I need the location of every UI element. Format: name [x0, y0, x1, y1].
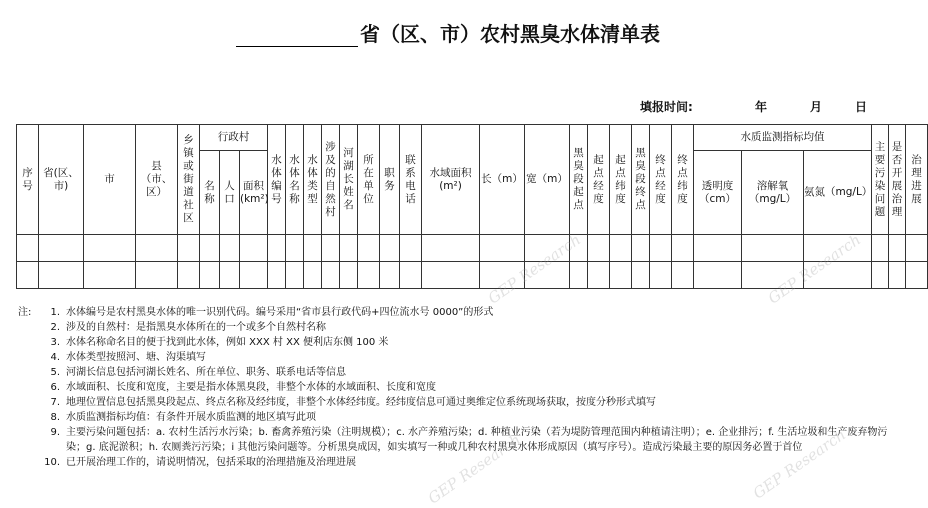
notes-section [18, 305, 888, 470]
th-black-end: 黑臭段终点 [632, 125, 650, 235]
th-water-area: 水域面积(m²) [422, 125, 480, 235]
th-end-lng: 终点经度 [650, 125, 672, 235]
th-black-start: 黑臭段起点 [570, 125, 588, 235]
th-ammonia: 氨氮（mg/L） [804, 151, 872, 235]
th-start-lat: 起点纬度 [610, 125, 632, 235]
note-item: 10. 已开展治理工作的，请说明情况，包括采取的治理措施及治理进展 [44, 457, 356, 468]
date-month: 月 [810, 100, 823, 114]
th-water-type: 水体类型 [304, 125, 322, 235]
th-village-population: 人口 [220, 151, 240, 235]
th-water-name: 水体名称 [286, 125, 304, 235]
th-unit: 所在单位 [358, 125, 380, 235]
table-row [17, 235, 928, 262]
th-village-area: 面积(km²) [240, 151, 268, 235]
note-item: 2. 涉及的自然村：是指黑臭水体所在的一个或多个自然村名称 [50, 322, 326, 333]
note-item: 3. 水体名称命名目的便于找到此水体，例如 XXX 村 XX 便利店东侧 100 米 [50, 337, 389, 348]
th-monitoring: 水质监测指标均值 [694, 125, 872, 151]
th-main-pollution: 主要污染问题 [872, 125, 889, 235]
th-city: 市 [84, 125, 136, 235]
th-length: 长（m） [480, 125, 525, 235]
watermark: GEP Research [764, 230, 865, 308]
note-item: 4. 水体类型按照河、塘、沟渠填写 [50, 352, 206, 363]
date-year: 年 [755, 100, 768, 114]
note-item: 注: 1. 水体编号是农村黑臭水体的唯一识别代码。编号采用“省市县行政代码+四位流水号 0000”的形式 [18, 307, 494, 318]
notes-prefix: 注: [18, 307, 32, 318]
th-governance-progress: 治理进展 [906, 125, 928, 235]
th-county: 县（市、区） [136, 125, 178, 235]
note-item: 5. 河湖长信息包括河湖长姓名、所在单位、职务、联系电话等信息 [50, 367, 346, 378]
th-dissolved-oxygen: 溶解氧（mg/L） [742, 151, 804, 235]
watermark: GEP Research [749, 425, 850, 503]
th-position: 职务 [380, 125, 400, 235]
th-nature-village: 涉及的自然村 [322, 125, 340, 235]
date-label: 填报时间: [640, 100, 693, 114]
th-phone: 联系电话 [400, 125, 422, 235]
th-end-lat: 终点纬度 [672, 125, 694, 235]
th-water-code: 水体编号 [268, 125, 286, 235]
page-title [0, 18, 896, 47]
date-row [0, 98, 896, 116]
th-start-lng: 起点经度 [588, 125, 610, 235]
th-river-chief: 河湖长姓名 [340, 125, 358, 235]
note-item: 6. 水域面积、长度和宽度，主要是指水体黑臭段，非整个水体的水域面积、长度和宽度 [50, 382, 436, 393]
note-item: 8. 水质监测指标均值：有条件开展水质监测的地区填写此项 [50, 412, 316, 423]
water-body-table [16, 124, 928, 289]
th-admin-village: 行政村 [200, 125, 268, 151]
th-town: 乡镇或街道社区 [178, 125, 200, 235]
watermark: GEP Research [424, 430, 525, 508]
th-transparency: 透明度（cm） [694, 151, 742, 235]
date-day: 日 [855, 100, 868, 114]
note-item: 7. 地理位置信息包括黑臭段起点、终点名称及经纬度，非整个水体经纬度。经纬度信息可通过奥维定位系统现场获取，按度分秒形式填写 [50, 397, 656, 408]
th-province: 省(区、市) [39, 125, 84, 235]
th-seq: 序号 [17, 125, 39, 235]
watermark: GEP Research [484, 230, 585, 308]
th-width: 宽（m） [525, 125, 570, 235]
title-text: 省（区、市）农村黑臭水体清单表 [360, 22, 660, 46]
title-blank-line [236, 24, 358, 47]
th-village-name: 名称 [200, 151, 220, 235]
th-governance-started: 是否开展治理 [889, 125, 906, 235]
note-item: 9. 主要污染问题包括：a. 农村生活污水污染；b. 畜禽养殖污染（注明规模）；c. 水产养殖污染；d. 种植业污染（若为堤防管理范围内种植请注明）；e. 企业排污；f. 生活垃圾和生产废弃物污染；g. 底泥淤积；h. 农厕粪污污染；i 其他污染问题等。分析黑臭成因，如实填写一种或几种农村黑臭水体形成原因（填写序号）。造成污染最主要的原因务必置于首位 [50, 427, 888, 453]
